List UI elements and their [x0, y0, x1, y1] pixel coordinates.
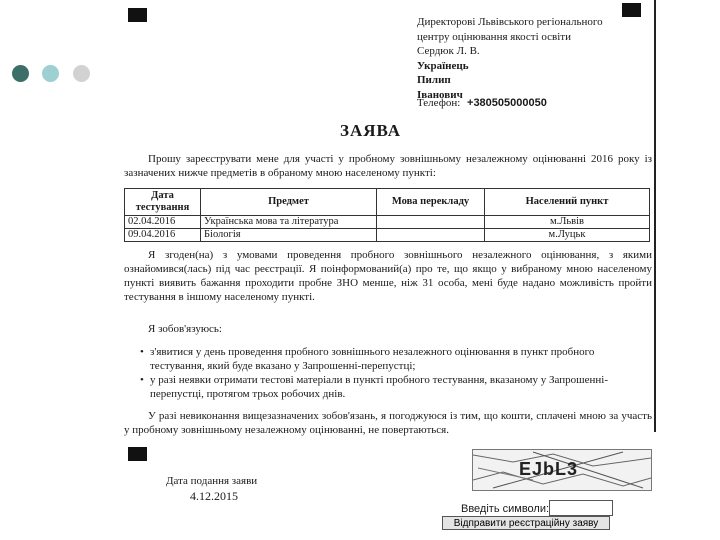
- phone-value: +380505000050: [467, 97, 547, 109]
- redaction-marker: [128, 8, 147, 22]
- slide-dot-gray: [73, 65, 90, 82]
- applicant-patronymic: Іванович: [417, 88, 463, 101]
- captcha-label: Введіть символи:: [461, 503, 550, 515]
- captcha-text: EJbL3: [519, 459, 579, 479]
- header-subject: Предмет: [201, 189, 377, 216]
- list-item: • з'явитися у день проведення пробного зовнішнього незалежного оцінювання в пункт пробного тестування, який буде вказано у Запрошенні-перепустці;: [140, 345, 640, 373]
- table-row: [125, 216, 650, 229]
- cell-subject: Біологія: [201, 229, 377, 242]
- cell-language: [377, 229, 485, 242]
- captcha-image: [472, 449, 652, 491]
- consent-paragraph: Я згоден(на) з умовами проведення пробного зовнішнього незалежного оцінювання, з якими ознайомився(лась) під час реєстрації. Я поінформований(а) про те, що якщо у вибраному мною населеному пункті виявить бажання проходити пробне ЗНО менше, ніж 31 особа, мені буде надано можливість пройти тестування в іншому населеному пункті.: [124, 249, 652, 303]
- redaction-marker: [622, 3, 641, 17]
- slide-dot-teal: [42, 65, 59, 82]
- obligations-heading: Я зобов'язуюсь:: [148, 323, 222, 335]
- header-date: Дата тестування: [125, 189, 201, 216]
- cell-subject: Українська мова та література: [201, 216, 377, 229]
- cell-date: 02.04.2016: [125, 216, 201, 229]
- date-value: 4.12.2015: [190, 489, 238, 503]
- list-item: • у разі неявки отримати тестові матеріали в пункті пробного тестування, вказаному у Запрошенні-перепустці, протягом трьох робочих днів.: [140, 373, 640, 401]
- addressee-line: центру оцінювання якості освіти: [417, 30, 571, 43]
- redaction-marker: [128, 447, 147, 461]
- obligations-list: [140, 345, 640, 401]
- header-language: Мова перекладу: [377, 189, 485, 216]
- cell-date: 09.04.2016: [125, 229, 201, 242]
- document-title: ЗАЯВА: [340, 121, 402, 140]
- applicant-name: Пилип: [417, 74, 451, 86]
- phone-line: [417, 97, 547, 109]
- page-edge-line: [654, 0, 656, 432]
- slide-dot-dark: [12, 65, 29, 82]
- captcha-input[interactable]: [549, 500, 613, 516]
- header-city: Населений пункт: [485, 189, 650, 216]
- date-label: Дата подання заяви: [166, 475, 258, 487]
- addressee-line: Директорові Львівського регіонального: [417, 16, 603, 28]
- cell-city: м.Львів: [485, 216, 650, 229]
- applicant-surname: Українець: [417, 59, 469, 72]
- exam-table: [124, 188, 650, 242]
- cell-city: м.Луцьк: [485, 229, 650, 242]
- cell-language: [377, 216, 485, 229]
- table-row: [125, 229, 650, 242]
- submit-registration-button[interactable]: Відправити реєстраційну заяву: [442, 516, 610, 530]
- phone-label: Телефон:: [417, 97, 461, 109]
- refund-paragraph: У разі невиконання вищезазначених зобов'язань, я погоджуюся із тим, що кошти, сплачені мною за участь у пробному зовнішньому незалежному оцінюванні, не повертаються.: [124, 410, 652, 436]
- request-paragraph: Прошу зареєструвати мене для участі у пробному зовнішньому незалежному оцінюванні 2016 року із зазначених нижче предметів в обраному мною населеному пункті:: [124, 153, 652, 179]
- addressee-line: Сердюк Л. В.: [417, 45, 480, 57]
- addressee-block: [417, 15, 603, 102]
